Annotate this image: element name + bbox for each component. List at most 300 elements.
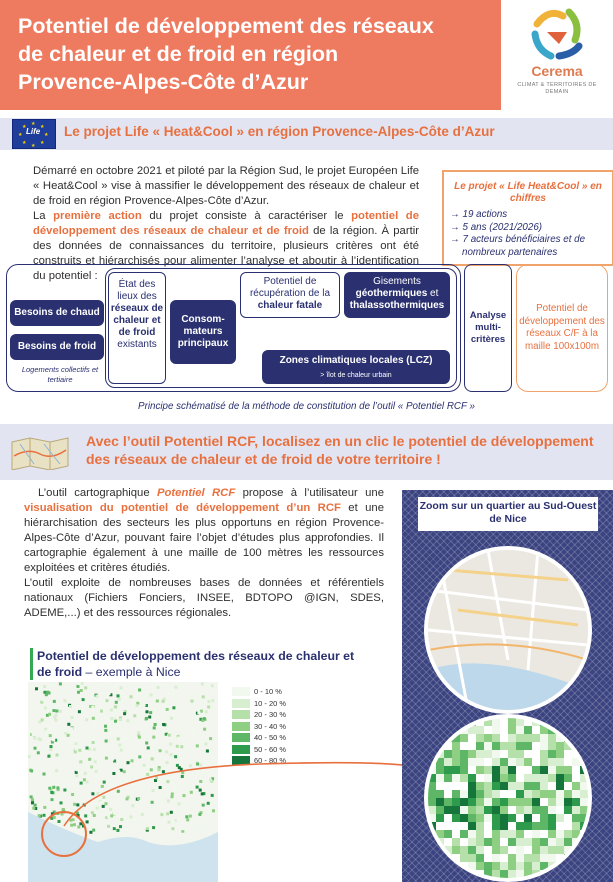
map-cell [168, 692, 171, 695]
zoom-cell [540, 790, 548, 798]
zoom-cell [492, 766, 500, 774]
map-cell [115, 717, 118, 720]
zoom-cell [428, 822, 436, 830]
zoom-cell [564, 806, 572, 814]
zoom-cell [508, 726, 516, 734]
map-cell [130, 695, 133, 698]
map-cell [166, 708, 169, 711]
box-besoins-froid: Besoins de froid [10, 334, 104, 360]
zoom-cell [572, 790, 580, 798]
zoom-cell [524, 822, 532, 830]
map-cell [141, 703, 144, 706]
zoom-cell [548, 734, 556, 742]
zoom-cell [572, 798, 580, 806]
zoom-cell [524, 726, 532, 734]
zoom-connector-arrow [60, 740, 430, 850]
zoom-cell [444, 830, 452, 838]
zoom-cell [460, 846, 468, 854]
map-cell [162, 730, 165, 733]
zoom-cell [556, 742, 564, 750]
zoom-cell [460, 734, 468, 742]
map-cell [207, 706, 210, 709]
eu-life-flag-icon: ★ ★ ★ ★ ★ ★ ★ ★ Life [12, 119, 56, 149]
zoom-cell [468, 726, 476, 734]
map-cell [48, 787, 51, 790]
zoom-cell [548, 766, 556, 774]
zoom-cell [428, 766, 436, 774]
map-cell [125, 716, 128, 719]
map-cell [50, 791, 53, 794]
logo-tagline: CLIMAT & TERRITOIRES DE DEMAIN [517, 82, 597, 95]
map-cell [59, 710, 62, 713]
box-gisements [344, 272, 450, 318]
map-cell [120, 686, 123, 689]
zoom-cell [556, 798, 564, 806]
map-cell [118, 698, 121, 701]
zoom-cell [492, 846, 500, 854]
zoom-cell [484, 806, 492, 814]
zoom-cell [484, 838, 492, 846]
text-run-bold: thalassothermiques [349, 300, 445, 311]
zoom-cell [492, 734, 500, 742]
zoom-cell [548, 742, 556, 750]
zoom-cell [532, 782, 540, 790]
map-cell [41, 706, 44, 709]
map-cell [69, 705, 72, 708]
zoom-heat-grid [428, 718, 588, 878]
zoom-cell [508, 830, 516, 838]
zoom-cell [532, 822, 540, 830]
map-cell [31, 686, 34, 689]
zoom-cell [524, 742, 532, 750]
zoom-cell [572, 822, 580, 830]
map-cell [63, 729, 66, 732]
zoom-cell [540, 774, 548, 782]
map-cell [44, 707, 47, 710]
zoom-cell [508, 774, 516, 782]
zoom-cell [492, 742, 500, 750]
map-cell [77, 685, 80, 688]
zoom-cell [444, 806, 452, 814]
zoom-cell [540, 854, 548, 862]
map-cell [137, 731, 140, 734]
zoom-cell [540, 734, 548, 742]
zoom-cell [476, 854, 484, 862]
map-title-main: Potentiel de développement des réseaux de chaleur et de froid [37, 649, 355, 679]
zoom-cell [468, 774, 476, 782]
map-cell [45, 760, 48, 763]
map-cell [34, 804, 37, 807]
zoom-cell [444, 766, 452, 774]
text-run: Zones climatiques locales (LCZ) [279, 355, 433, 366]
map-cell [45, 693, 48, 696]
zoom-cell [452, 846, 460, 854]
legend-swatch [232, 699, 250, 708]
zoom-cell [460, 806, 468, 814]
zoom-cell [492, 798, 500, 806]
zoom-cell [500, 806, 508, 814]
zoom-basemap-circle [424, 546, 592, 714]
map-cell [138, 689, 141, 692]
map-cell [70, 727, 73, 730]
map-cell [172, 706, 175, 709]
key-figures-list [450, 209, 612, 259]
map-cell [162, 723, 165, 726]
zoom-cell [484, 862, 492, 870]
zoom-cell [516, 782, 524, 790]
zoom-cell [476, 830, 484, 838]
map-cell [56, 754, 59, 757]
map-cell [133, 714, 136, 717]
zoom-cell [548, 798, 556, 806]
zoom-cell [508, 758, 516, 766]
legend-label: 30 - 40 % [254, 721, 287, 731]
zoom-cell [516, 790, 524, 798]
map-cell [77, 696, 80, 699]
zoom-cell [492, 790, 500, 798]
zoom-cell [500, 774, 508, 782]
map-cell [211, 684, 214, 687]
zoom-cell [436, 750, 444, 758]
map-cell [91, 706, 94, 709]
map-cell [46, 730, 49, 733]
zoom-cell [452, 766, 460, 774]
zoom-cell [476, 846, 484, 854]
zoom-cell [444, 798, 452, 806]
map-cell [55, 719, 58, 722]
map-cell [39, 738, 42, 741]
map-cell [201, 682, 204, 685]
zoom-cell [476, 742, 484, 750]
map-cell [191, 728, 194, 731]
note-logements: Logements collectifs et tertiaire [21, 365, 99, 384]
section2-body [24, 486, 384, 621]
zoom-cell [436, 814, 444, 822]
zoom-cell [428, 798, 436, 806]
map-cell [89, 716, 92, 719]
map-cell [185, 687, 188, 690]
map-cell [73, 700, 76, 703]
zoom-cell [476, 790, 484, 798]
zoom-cell [516, 822, 524, 830]
map-cell [92, 717, 95, 720]
zoom-cell [524, 758, 532, 766]
zoom-cell [516, 718, 524, 726]
zoom-cell [460, 758, 468, 766]
text-run-bold: réseaux de chaleur et de froid [110, 303, 164, 338]
map-cell [42, 698, 45, 701]
legend-row [232, 698, 302, 710]
zoom-cell [492, 822, 500, 830]
map-cell [88, 736, 91, 739]
zoom-cell [460, 790, 468, 798]
zoom-cell [476, 782, 484, 790]
zoom-cell [476, 734, 484, 742]
zoom-cell [556, 782, 564, 790]
zoom-cell [524, 734, 532, 742]
map-cell [33, 763, 36, 766]
legend-label: 60 - 80 % [254, 756, 287, 766]
map-cell [114, 705, 117, 708]
map-cell [104, 725, 107, 728]
life-label: Life [26, 127, 41, 136]
map-cell [93, 726, 96, 729]
zoom-cell [508, 838, 516, 846]
zoom-cell [468, 750, 476, 758]
zoom-cell [548, 750, 556, 758]
zoom-cell [548, 822, 556, 830]
box-etat-lieux [108, 272, 166, 384]
map-cell [43, 806, 46, 809]
zoom-cell [476, 862, 484, 870]
map-cell [148, 716, 151, 719]
map-cell [174, 686, 177, 689]
map-cell [50, 709, 53, 712]
zoom-cell [516, 742, 524, 750]
map-cell [118, 692, 121, 695]
map-cell [152, 736, 155, 739]
map-cell [208, 731, 211, 734]
map-cell [47, 684, 50, 687]
legend-label: 10 - 20 % [254, 698, 287, 708]
map-cell [55, 769, 58, 772]
zoom-cell [436, 774, 444, 782]
zoom-cell [444, 750, 452, 758]
cerema-logo [501, 0, 613, 110]
map-cell [78, 682, 81, 685]
map-cell [31, 798, 34, 801]
zoom-cell [492, 726, 500, 734]
zoom-cell [516, 838, 524, 846]
zoom-cell [532, 854, 540, 862]
text-run: Gisements [373, 276, 421, 287]
map-cell [45, 702, 48, 705]
zoom-cell [484, 814, 492, 822]
map-cell [193, 716, 196, 719]
map-cell [37, 782, 40, 785]
zoom-cell [492, 806, 500, 814]
zoom-cell [556, 758, 564, 766]
zoom-cell [516, 830, 524, 838]
zoom-cell [428, 814, 436, 822]
map-cell [104, 729, 107, 732]
zoom-cell [524, 806, 532, 814]
zoom-cell [428, 782, 436, 790]
zoom-cell [516, 870, 524, 878]
map-cell [172, 691, 175, 694]
zoom-cell [468, 758, 476, 766]
zoom-cell [524, 774, 532, 782]
legend-label: 20 - 30 % [254, 710, 287, 720]
map-cell [64, 732, 67, 735]
zoom-cell [500, 758, 508, 766]
zoom-cell [516, 750, 524, 758]
zoom-cell [476, 758, 484, 766]
map-cell [110, 709, 113, 712]
zoom-cell [556, 790, 564, 798]
zoom-cell [428, 806, 436, 814]
map-cell [53, 816, 56, 819]
zoom-label: Zoom sur un quartier au Sud-Ouest de Nice [418, 497, 598, 531]
map-cell [45, 735, 48, 738]
zoom-cell [468, 790, 476, 798]
zoom-cell [524, 870, 532, 878]
map-cell [30, 769, 33, 772]
map-cell [137, 692, 140, 695]
text-run-bold: chaleur fatale [257, 300, 323, 311]
map-cell [128, 686, 131, 689]
text-run: de la région. À partir des données de connaissances du territoire, plusieurs critères ont été construits et hiérarchisés pour alimenter l’analyse et aboutir à l’identification du potentiel : [33, 225, 419, 282]
zoom-cell [572, 830, 580, 838]
zoom-cell [580, 790, 588, 798]
map-cell [62, 691, 65, 694]
zoom-cell [484, 774, 492, 782]
zoom-cell [556, 774, 564, 782]
zoom-cell [468, 814, 476, 822]
zoom-cell [468, 798, 476, 806]
zoom-cell [564, 742, 572, 750]
zoom-cell [508, 766, 516, 774]
map-cell [166, 702, 169, 705]
map-cell [28, 729, 31, 732]
zoom-cell [500, 814, 508, 822]
key-figures-box [442, 170, 613, 266]
zoom-cell [484, 870, 492, 878]
zoom-cell [524, 798, 532, 806]
map-cell [37, 751, 40, 754]
text-run: du projet consiste à caractériser le [141, 210, 352, 222]
zoom-cell [532, 830, 540, 838]
zoom-cell [484, 782, 492, 790]
page-title [18, 12, 488, 96]
map-cell [153, 707, 156, 710]
zoom-cell [476, 750, 484, 758]
map-cell [115, 701, 118, 704]
map-cell [197, 711, 200, 714]
map-cell [79, 735, 82, 738]
map-cell [59, 704, 62, 707]
map-cell [157, 686, 160, 689]
zoom-cell [484, 734, 492, 742]
zoom-cell [436, 758, 444, 766]
map-cell [149, 711, 152, 714]
map-cell [28, 755, 31, 758]
map-cell [50, 745, 53, 748]
map-cell [211, 699, 214, 702]
zoom-cell [460, 814, 468, 822]
zoom-cell [436, 806, 444, 814]
map-cell [33, 737, 36, 740]
zoom-cell [492, 862, 500, 870]
zoom-cell [548, 774, 556, 782]
zoom-cell [500, 870, 508, 878]
zoom-cell [484, 750, 492, 758]
map-cell [156, 700, 159, 703]
map-cell [63, 699, 66, 702]
key-figure-item: → 19 actions [450, 209, 508, 220]
zoom-cell [492, 718, 500, 726]
zoom-cell [532, 798, 540, 806]
section2-title: Avec l’outil Potentiel RCF, localisez en un clic le potentiel de développement des réseaux de chaleur et de froid de votre territoire ! [86, 433, 594, 467]
zoom-cell [548, 806, 556, 814]
zoom-cell [468, 862, 476, 870]
text-run: Potentiel de récupération de la [249, 276, 331, 299]
zoom-cell [452, 814, 460, 822]
map-cell [191, 700, 194, 703]
zoom-cell [484, 798, 492, 806]
map-title [30, 648, 360, 680]
zoom-cell [500, 798, 508, 806]
map-cell [213, 715, 216, 718]
map-cell [153, 726, 156, 729]
map-cell [78, 710, 81, 713]
map-cell [73, 690, 76, 693]
zoom-cell [556, 846, 564, 854]
map-cell [190, 716, 193, 719]
zoom-cell [500, 862, 508, 870]
zoom-cell [460, 774, 468, 782]
zoom-cell [484, 742, 492, 750]
zoom-cell [516, 846, 524, 854]
zoom-cell [572, 782, 580, 790]
zoom-potential-circle [424, 714, 592, 882]
title-line-1: Potentiel de développement des réseaux [18, 14, 434, 38]
zoom-cell [532, 862, 540, 870]
box-potentiel-resultat: Potentiel de développement des réseaux C/F à la maille 100x100m [516, 264, 608, 392]
zoom-cell [516, 862, 524, 870]
key-figure-item: → 7 acteurs bénéficiaires et de nombreux partenaires [450, 234, 586, 258]
map-cell [71, 716, 74, 719]
box-chaleur-fatale [240, 272, 340, 318]
zoom-cell [548, 758, 556, 766]
zoom-cell [500, 830, 508, 838]
legend-swatch [232, 687, 250, 696]
zoom-cell [436, 798, 444, 806]
zoom-cell [436, 790, 444, 798]
zoom-cell [532, 846, 540, 854]
legend-label: 50 - 60 % [254, 744, 287, 754]
zoom-cell [460, 798, 468, 806]
zoom-cell [500, 822, 508, 830]
zoom-cell [476, 838, 484, 846]
zoom-cell [564, 830, 572, 838]
zoom-cell [548, 814, 556, 822]
map-cell [119, 718, 122, 721]
zoom-cell [492, 758, 500, 766]
zoom-heat-cells [428, 718, 588, 878]
map-cell [95, 720, 98, 723]
zoom-cell [548, 846, 556, 854]
map-cell [170, 717, 173, 720]
zoom-cell [564, 846, 572, 854]
map-cell [189, 723, 192, 726]
zoom-cell [556, 830, 564, 838]
zoom-cell [492, 830, 500, 838]
map-cell [100, 683, 103, 686]
legend-label: 40 - 50 % [254, 733, 287, 743]
map-cell [83, 713, 86, 716]
map-cell [59, 682, 62, 685]
zoom-cell [548, 830, 556, 838]
zoom-cell [508, 782, 516, 790]
map-cell [205, 710, 208, 713]
map-cell [55, 777, 58, 780]
map-cell [52, 786, 55, 789]
map-cell [85, 734, 88, 737]
map-cell [138, 736, 141, 739]
page-header [0, 0, 613, 110]
map-cell [194, 722, 197, 725]
